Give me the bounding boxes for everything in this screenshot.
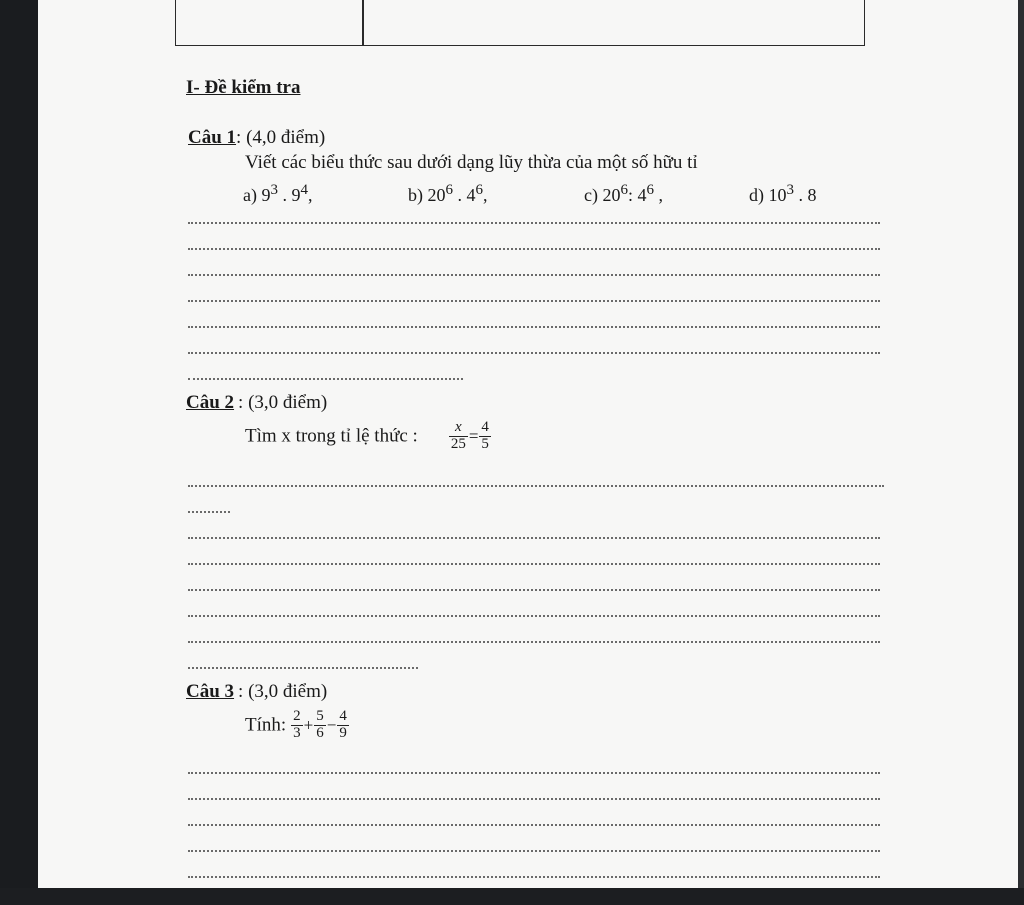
question-3-label: Câu 3	[186, 681, 235, 702]
question-3-points: : (3,0 điểm)	[238, 681, 328, 702]
document-page	[38, 0, 1018, 888]
right-dark-edge	[1018, 0, 1024, 905]
question-2-instruction: Tìm x trong tỉ lệ thức :	[245, 425, 418, 447]
fraction-numerator: 5	[316, 708, 324, 724]
question-1-label: Câu 1	[188, 127, 237, 148]
fraction-numerator: 2	[293, 708, 301, 724]
item-d	[749, 182, 817, 206]
fraction-denominator: 3	[293, 724, 301, 741]
answer-line	[188, 850, 880, 852]
item-a-base1: 9	[261, 185, 271, 205]
item-b-exp2: 6	[475, 182, 483, 198]
question-2-header	[186, 392, 327, 414]
answer-line	[188, 641, 880, 643]
item-c-tail: ,	[658, 185, 663, 205]
bottom-dark-bar	[0, 888, 1024, 905]
answer-line	[188, 300, 880, 302]
fraction-denominator: 25	[450, 435, 466, 452]
question-2-points: : (3,0 điểm)	[238, 392, 328, 413]
answer-line	[188, 485, 884, 487]
answer-line	[188, 222, 880, 224]
left-dark-strip	[0, 0, 38, 905]
fraction-numerator: 4	[481, 419, 489, 435]
header-table	[175, 0, 865, 46]
question-3-instruction: Tính:	[245, 714, 287, 736]
fraction-4-over-5	[479, 420, 491, 453]
fraction-5-over-6	[314, 709, 326, 742]
item-c-exp2: 6	[646, 182, 654, 198]
answer-line	[188, 589, 880, 591]
item-c-base1: 20	[602, 185, 621, 205]
item-a-base2: 9	[291, 185, 301, 205]
table-column-divider	[362, 0, 364, 45]
item-a-tail: ,	[307, 185, 313, 205]
answer-line	[188, 772, 880, 774]
item-c	[584, 182, 663, 206]
question-3-body	[245, 709, 350, 742]
question-1-points: : (4,0 điểm)	[236, 127, 326, 148]
fraction-denominator: 5	[481, 435, 489, 452]
answer-line	[188, 563, 880, 565]
answer-line	[188, 248, 880, 250]
plus-sign: +	[303, 715, 314, 735]
item-d-base1: 10	[768, 185, 787, 205]
item-c-base2: 4	[637, 185, 647, 205]
item-d-label: d)	[749, 185, 764, 205]
equals-sign: =	[468, 426, 479, 446]
minus-sign: −	[326, 715, 337, 735]
answer-line	[188, 378, 463, 380]
answer-line	[188, 615, 880, 617]
answer-line	[188, 798, 880, 800]
item-c-label: c)	[584, 185, 598, 205]
fraction-numerator: 4	[339, 708, 347, 724]
fraction-denominator: 6	[316, 724, 324, 741]
section-heading: I- Đề kiểm tra	[186, 77, 301, 98]
answer-line	[188, 876, 880, 878]
fraction-4-over-9	[337, 709, 349, 742]
answer-line	[188, 511, 230, 513]
item-d-factor: 8	[807, 185, 817, 205]
question-1-instruction: Viết các biểu thức sau dưới dạng lũy thừa của một số hữu tỉ	[245, 152, 698, 173]
item-d-exp1: 3	[786, 182, 794, 198]
answer-line	[188, 824, 880, 826]
item-b-base2: 4	[466, 185, 476, 205]
fraction-denominator: 9	[339, 724, 347, 741]
question-1-header	[188, 127, 325, 149]
answer-line	[188, 274, 880, 276]
item-a-exp2: 4	[300, 182, 308, 198]
question-2-label: Câu 2	[186, 392, 235, 413]
answer-line	[188, 537, 880, 539]
question-2-body	[245, 420, 492, 453]
item-c-exp1: 6	[620, 182, 628, 198]
fraction-numerator: x	[454, 419, 462, 435]
item-a-exp1: 3	[270, 182, 278, 198]
answer-line	[188, 326, 880, 328]
item-b-base1: 20	[427, 185, 446, 205]
item-b-tail: ,	[483, 185, 488, 205]
item-b-label: b)	[408, 185, 423, 205]
item-b-exp1: 6	[445, 182, 453, 198]
item-d-sep: .	[798, 185, 803, 205]
item-b-sep: .	[457, 185, 462, 205]
item-b	[408, 182, 488, 206]
question-3-header	[186, 681, 327, 703]
answer-line	[188, 352, 880, 354]
item-c-sep: :	[627, 185, 633, 205]
fraction-x-over-25	[449, 420, 468, 453]
item-a-label: a)	[243, 185, 257, 205]
item-a-sep: .	[282, 185, 287, 205]
answer-line	[188, 667, 418, 669]
fraction-2-over-3	[291, 709, 303, 742]
item-a	[243, 182, 312, 206]
